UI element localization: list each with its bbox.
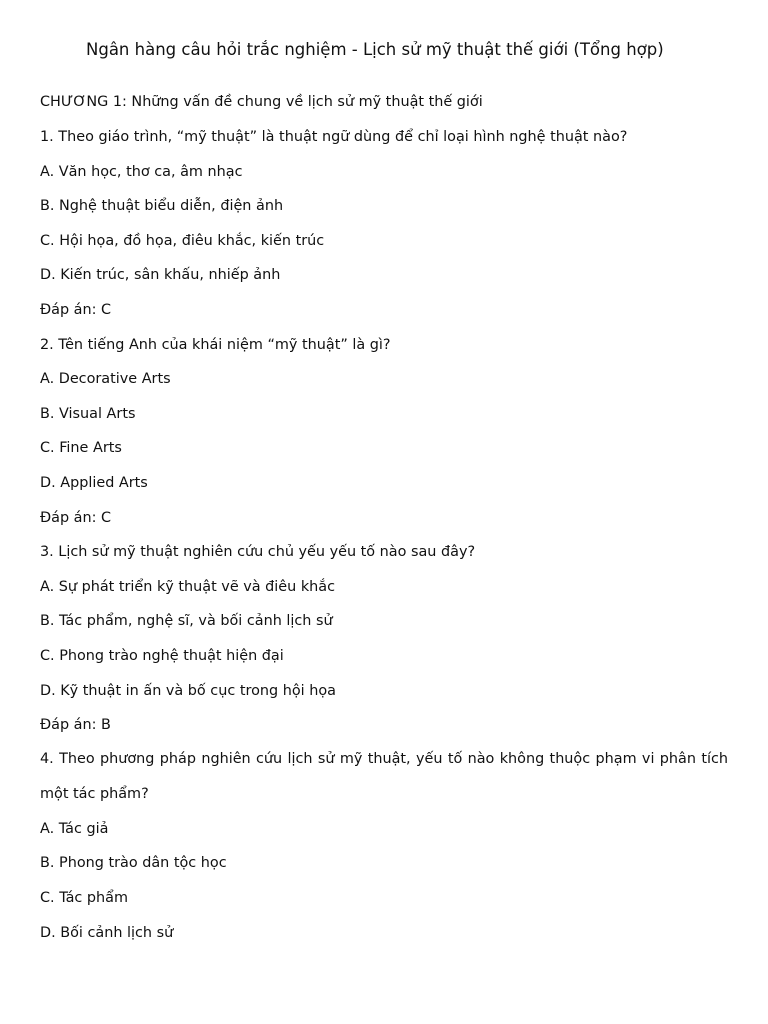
option-a: A. Văn học, thơ ca, âm nhạc [40, 163, 243, 180]
chapter-heading: CHƯƠNG 1: Những vấn đề chung về lịch sử mỹ thuật thế giới [40, 94, 483, 110]
option-b: B. Phong trào dân tộc học [40, 855, 227, 872]
option-c: C. Phong trào nghệ thuật hiện đại [40, 647, 284, 664]
option-a: A. Decorative Arts [40, 371, 171, 388]
question-1 [40, 126, 728, 321]
option-d: D. Kiến trúc, sân khấu, nhiếp ảnh [40, 267, 281, 284]
answer-key: Đáp án: B [40, 717, 111, 734]
question-text: 1. Theo giáo trình, “mỹ thuật” là thuật ngữ dùng để chỉ loại hình nghệ thuật nào? [40, 129, 628, 145]
option-a: A. Tác giả [40, 820, 109, 837]
option-c: C. Tác phẩm [40, 890, 129, 907]
document-title: Ngân hàng câu hỏi trắc nghiệm - Lịch sử mỹ thuật thế giới (Tổng hợp) [86, 40, 664, 59]
option-c: C. Hội họa, đồ họa, điêu khắc, kiến trúc [40, 232, 325, 249]
question-text: 4. Theo phương pháp nghiên cứu lịch sử mỹ thuật, yếu tố nào không thuộc phạm vi phân tích một tác phẩm? [40, 751, 728, 802]
option-b: B. Nghệ thuật biểu diễn, điện ảnh [40, 198, 284, 215]
answer-key: Đáp án: C [40, 509, 112, 526]
option-b: B. Tác phẩm, nghệ sĩ, và bối cảnh lịch sử [40, 613, 333, 630]
question-text: 3. Lịch sử mỹ thuật nghiên cứu chủ yếu yếu tố nào sau đây? [40, 544, 476, 561]
option-a: A. Sự phát triển kỹ thuật vẽ và điêu khắc [40, 578, 336, 595]
option-b: B. Visual Arts [40, 405, 136, 422]
option-d: D. Applied Arts [40, 474, 148, 491]
option-c: C. Fine Arts [40, 440, 122, 457]
answer-key: Đáp án: C [40, 301, 112, 318]
question-3 [40, 541, 728, 736]
question-4 [40, 742, 728, 943]
document-body [40, 91, 728, 956]
option-d: D. Bối cảnh lịch sử [40, 924, 174, 941]
option-d: D. Kỹ thuật in ấn và bố cục trong hội họa [40, 682, 336, 699]
question-2 [40, 334, 728, 529]
question-text: 2. Tên tiếng Anh của khái niệm “mỹ thuật” là gì? [40, 336, 391, 353]
